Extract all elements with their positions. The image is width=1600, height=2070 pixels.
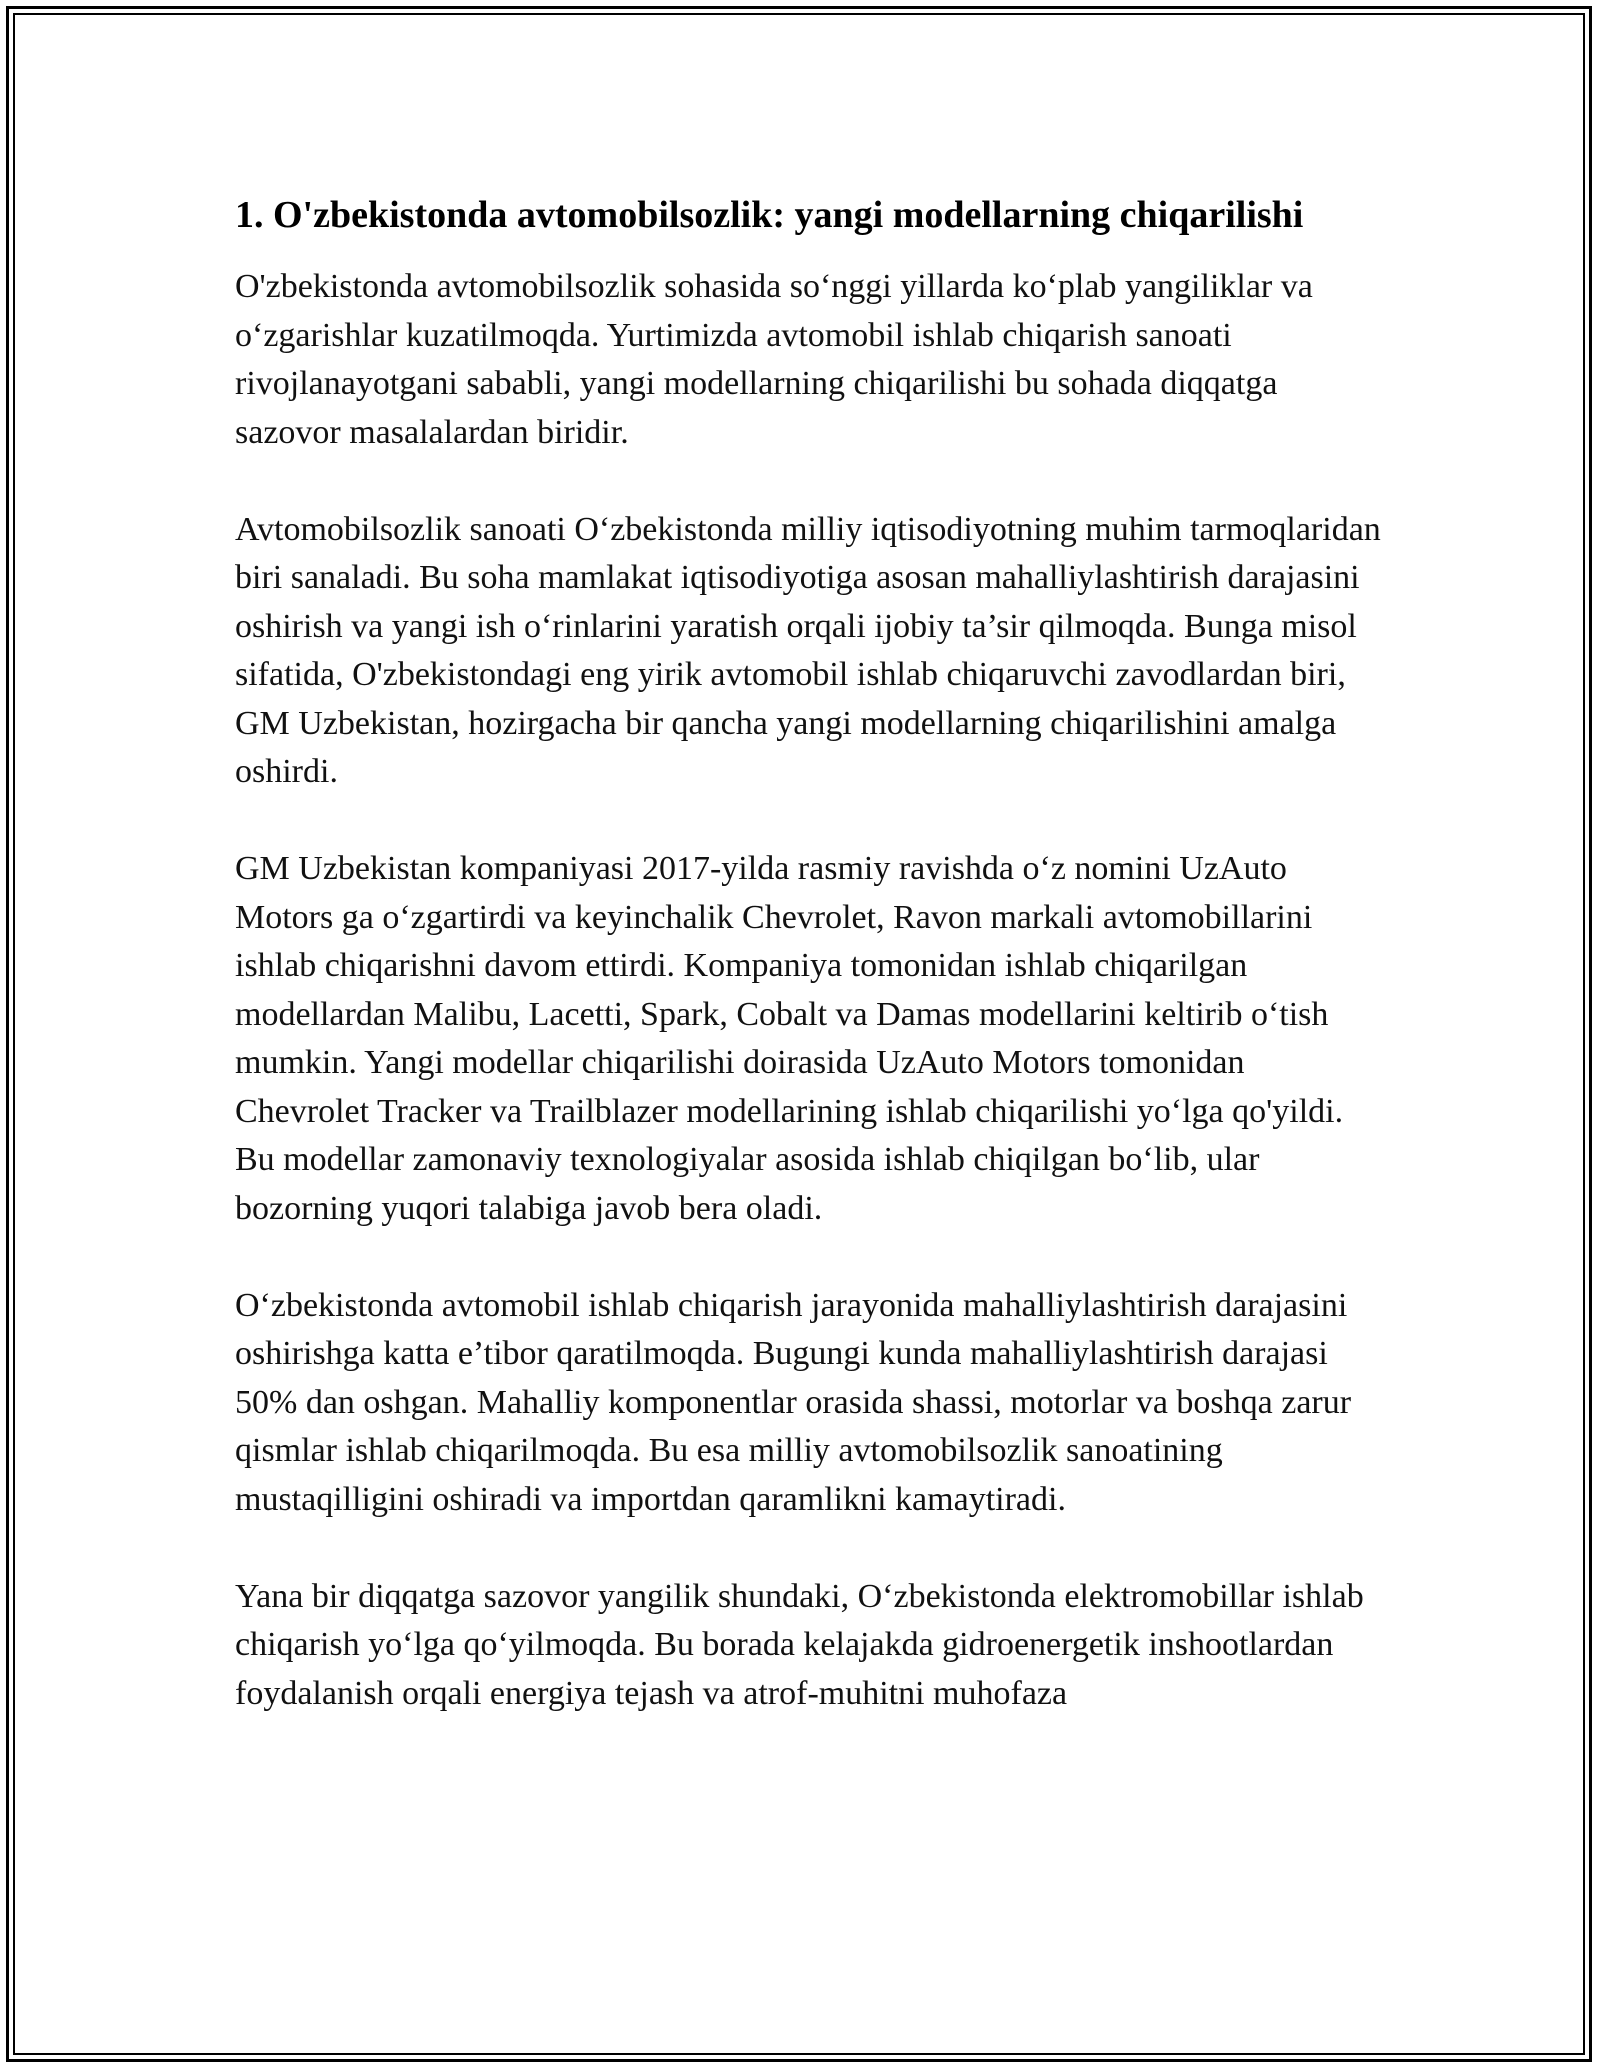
- paragraph-3: GM Uzbekistan kompaniyasi 2017-yilda rasmiy ravishda o‘z nomini UzAuto Motors ga o‘zgartirdi va keyinchalik Chevrolet, Ravon markali avtomobillarini ishlab chiqarishni davom ettirdi. Kompaniya tomonidan ishlab chiqarilgan modellardan Malibu, Lacetti, Spark, Cobalt va Damas modellarini keltirib o‘tish mumkin. Yangi modellar chiqarilishi doirasida UzAuto Motors tomonidan Chevrolet Tracker va Trailblazer modellarining ishlab chiqarilishi yo‘lga qo'yildi. Bu modellar zamonaviy texnologiyalar asosida ishlab chiqilgan bo‘lib, ular bozorning yuqori talabiga javob bera oladi.: [235, 850, 1344, 1227]
- document-title: 1. O'zbekistonda avtomobilsozlik: yangi modellarning chiqarilishi: [235, 194, 1304, 236]
- document-body: [235, 188, 1385, 1767]
- paragraph-1: O'zbekistonda avtomobilsozlik sohasida so‘nggi yillarda ko‘plab yangiliklar va o‘zgarishlar kuzatilmoqda. Yurtimizda avtomobil ishlab chiqarish sanoati rivojlanayotgani sababli, yangi modellarning chiqarilishi bu sohada diqqatga sazovor masalalardan biridir.: [235, 268, 1313, 451]
- paragraph-4: O‘zbekistonda avtomobil ishlab chiqarish jarayonida mahalliylashtirish darajasini oshirishga katta e’tibor qaratilmoqda. Bugungi kunda mahalliylashtirish darajasi 50% dan oshgan. Mahalliy komponentlar orasida shassi, motorlar va boshqa zarur qismlar ishlab chiqarilmoqda. Bu esa milliy avtomobilsozlik sanoatining mustaqilligini oshiradi va importdan qaramlikni kamaytiradi.: [235, 1286, 1352, 1518]
- paragraph-5: Yana bir diqqatga sazovor yangilik shundaki, O‘zbekistonda elektromobillar ishlab chiqarish yo‘lga qo‘yilmoqda. Bu borada kelajakda gidroenergetik inshootlardan foydalanish orqali energiya tejash va atrof-muhitni muhofaza: [235, 1577, 1364, 1712]
- paragraph-2: Avtomobilsozlik sanoati O‘zbekistonda milliy iqtisodiyotning muhim tarmoqlaridan biri sanaladi. Bu soha mamlakat iqtisodiyotiga asosan mahalliylashtirish darajasini oshirish va yangi ish o‘rinlarini yaratish orqali ijobiy ta’sir qilmoqda. Bunga misol sifatida, O'zbekistondagi eng yirik avtomobil ishlab chiqaruvchi zavodlardan biri, GM Uzbekistan, hozirgacha bir qancha yangi modellarning chiqarilishini amalga oshirdi.: [235, 510, 1381, 790]
